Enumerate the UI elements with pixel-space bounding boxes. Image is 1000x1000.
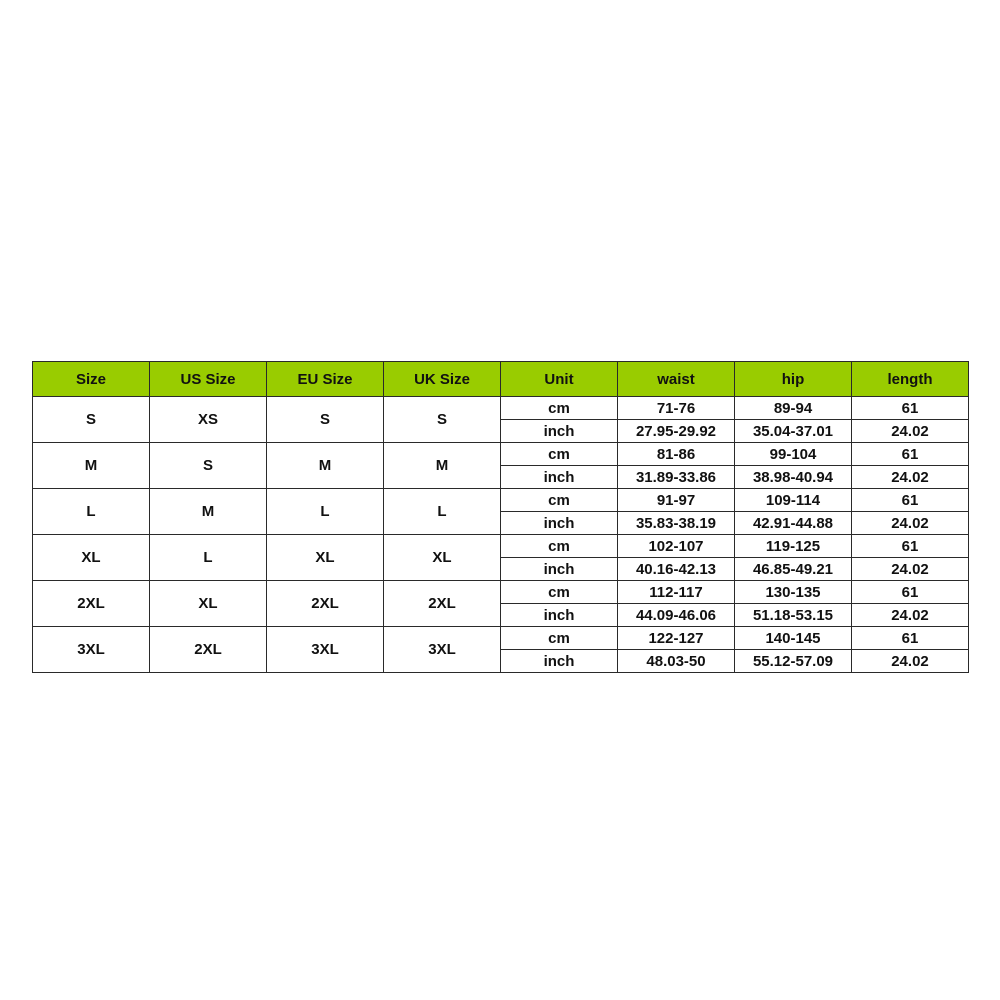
length-cell: 61 [852,627,969,650]
length-cell: 24.02 [852,650,969,673]
table-body [33,397,969,673]
hip-cell: 130-135 [735,581,852,604]
unit-cell: inch [501,420,618,443]
length-cell: 24.02 [852,558,969,581]
unit-cell: inch [501,512,618,535]
eu-size-cell: M [267,443,384,489]
waist-cell: 122-127 [618,627,735,650]
length-cell: 24.02 [852,604,969,627]
size-cell: 2XL [33,581,150,627]
us-size-cell: L [150,535,267,581]
unit-cell: cm [501,489,618,512]
waist-cell: 112-117 [618,581,735,604]
length-cell: 61 [852,535,969,558]
unit-cell: inch [501,650,618,673]
us-size-cell: 2XL [150,627,267,673]
eu-size-cell: XL [267,535,384,581]
header-hip: hip [735,362,852,397]
length-cell: 24.02 [852,420,969,443]
eu-size-cell: S [267,397,384,443]
waist-cell: 35.83-38.19 [618,512,735,535]
length-cell: 61 [852,397,969,420]
hip-cell: 51.18-53.15 [735,604,852,627]
waist-cell: 102-107 [618,535,735,558]
unit-cell: inch [501,558,618,581]
table-row [33,581,969,604]
table-row [33,443,969,466]
waist-cell: 81-86 [618,443,735,466]
table-row [33,627,969,650]
waist-cell: 31.89-33.86 [618,466,735,489]
waist-cell: 40.16-42.13 [618,558,735,581]
eu-size-cell: 2XL [267,581,384,627]
waist-cell: 71-76 [618,397,735,420]
size-cell: S [33,397,150,443]
length-cell: 61 [852,489,969,512]
header-row [33,362,969,397]
hip-cell: 140-145 [735,627,852,650]
uk-size-cell: 3XL [384,627,501,673]
unit-cell: cm [501,581,618,604]
us-size-cell: XL [150,581,267,627]
unit-cell: cm [501,535,618,558]
length-cell: 24.02 [852,512,969,535]
unit-cell: cm [501,627,618,650]
header-us-size: US Size [150,362,267,397]
unit-cell: inch [501,604,618,627]
table-header [33,362,969,397]
size-cell: XL [33,535,150,581]
header-unit: Unit [501,362,618,397]
hip-cell: 46.85-49.21 [735,558,852,581]
table-row [33,489,969,512]
header-waist: waist [618,362,735,397]
uk-size-cell: 2XL [384,581,501,627]
size-cell: M [33,443,150,489]
header-eu-size: EU Size [267,362,384,397]
hip-cell: 99-104 [735,443,852,466]
header-uk-size: UK Size [384,362,501,397]
waist-cell: 44.09-46.06 [618,604,735,627]
size-cell: L [33,489,150,535]
size-cell: 3XL [33,627,150,673]
hip-cell: 35.04-37.01 [735,420,852,443]
waist-cell: 91-97 [618,489,735,512]
hip-cell: 55.12-57.09 [735,650,852,673]
us-size-cell: M [150,489,267,535]
size-chart-table [32,361,969,673]
uk-size-cell: L [384,489,501,535]
unit-cell: cm [501,443,618,466]
length-cell: 61 [852,581,969,604]
hip-cell: 89-94 [735,397,852,420]
hip-cell: 42.91-44.88 [735,512,852,535]
table-row [33,397,969,420]
uk-size-cell: XL [384,535,501,581]
header-size: Size [33,362,150,397]
us-size-cell: XS [150,397,267,443]
waist-cell: 48.03-50 [618,650,735,673]
length-cell: 61 [852,443,969,466]
uk-size-cell: S [384,397,501,443]
table-row [33,535,969,558]
length-cell: 24.02 [852,466,969,489]
hip-cell: 119-125 [735,535,852,558]
header-length: length [852,362,969,397]
uk-size-cell: M [384,443,501,489]
unit-cell: inch [501,466,618,489]
unit-cell: cm [501,397,618,420]
eu-size-cell: 3XL [267,627,384,673]
eu-size-cell: L [267,489,384,535]
us-size-cell: S [150,443,267,489]
waist-cell: 27.95-29.92 [618,420,735,443]
hip-cell: 38.98-40.94 [735,466,852,489]
hip-cell: 109-114 [735,489,852,512]
